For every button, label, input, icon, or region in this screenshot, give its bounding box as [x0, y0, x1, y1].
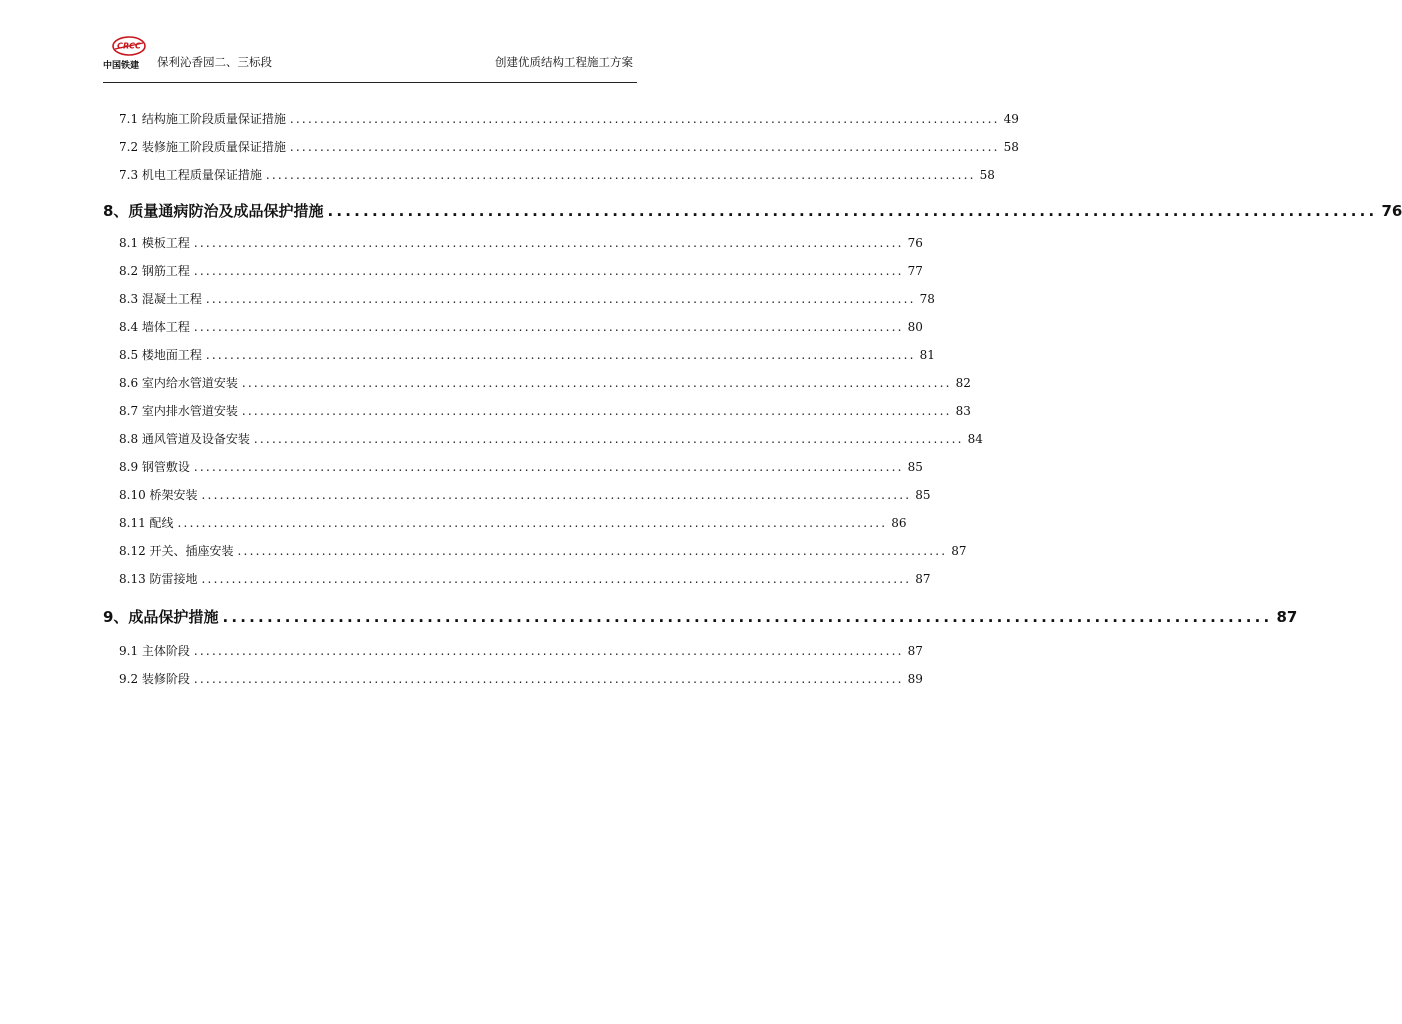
toc-leader-dots: ...................................................................................................................... — [205, 348, 916, 362]
toc-entry-label: 8.6 室内给水管道安装 — [119, 376, 238, 390]
toc-entry[interactable] — [119, 346, 935, 364]
toc-entry[interactable] — [119, 642, 923, 660]
toc-entry[interactable] — [119, 138, 1019, 156]
toc-entry[interactable] — [119, 234, 923, 252]
project-name: 保利沁香园二、三标段 — [157, 55, 272, 69]
page-header — [103, 36, 637, 83]
toc-page-number: 76 — [907, 236, 923, 250]
toc-entry-label: 8.13 防雷接地 — [119, 572, 198, 586]
toc-leader-dots: ...................................................................................................................... — [193, 236, 904, 250]
crcc-logo-icon — [111, 36, 147, 56]
toc-entry-label: 8.11 配线 — [119, 516, 174, 530]
toc-page-number: 58 — [1003, 140, 1019, 154]
toc-leader-dots: ...................................................................................................................... — [265, 168, 976, 182]
toc-page-number: 85 — [907, 460, 923, 474]
toc-leader-dots: ...................................................................................................................... — [205, 292, 916, 306]
toc-section-entry[interactable] — [103, 200, 1402, 222]
toc-entry-label: 9.1 主体阶段 — [119, 644, 190, 658]
company-logo — [103, 36, 153, 70]
logo-mark-text: CRCC — [117, 41, 141, 51]
toc-entry[interactable] — [119, 514, 907, 532]
logo-text: 中国铁建 — [103, 61, 140, 71]
toc-page-number: 84 — [967, 432, 983, 446]
toc-entry-label: 7.1 结构施工阶段质量保证措施 — [119, 112, 286, 126]
toc-entry[interactable] — [119, 486, 931, 504]
toc-page-number: 85 — [915, 488, 931, 502]
toc-entry-label: 9.2 装修阶段 — [119, 672, 190, 686]
toc-leader-dots: ...................................................................................................................... — [289, 140, 1000, 154]
toc-leader-dots: ...................................................................................................................... — [193, 264, 904, 278]
toc-entry[interactable] — [119, 262, 923, 280]
toc-leader-dots: ...................................................................................................................... — [193, 672, 904, 686]
toc-entry-label: 8.8 通风管道及设备安装 — [119, 432, 250, 446]
toc-leader-dots: ...................................................................................................................... — [193, 644, 904, 658]
toc-leader-dots: ...................................................................................................................... — [193, 320, 904, 334]
toc-entry[interactable] — [119, 570, 931, 588]
toc-entry-label: 8.2 钢筋工程 — [119, 264, 190, 278]
toc-entry[interactable] — [119, 374, 971, 392]
toc-page-number: 86 — [891, 516, 907, 530]
toc-page-number: 81 — [919, 348, 935, 362]
toc-section-entry[interactable] — [103, 606, 1298, 628]
toc-entry[interactable] — [119, 670, 923, 688]
toc-page-number: 87 — [915, 572, 931, 586]
toc-entry-label: 8.12 开关、插座安装 — [119, 544, 234, 558]
toc-entry-label: 7.2 装修施工阶段质量保证措施 — [119, 140, 286, 154]
toc-page-number: 87 — [907, 644, 923, 658]
toc-page-number: 77 — [907, 264, 923, 278]
document-title: 创建优质结构工程施工方案 — [495, 55, 633, 69]
toc-leader-dots: ...................................................................................................................... — [222, 608, 1273, 626]
toc-page-number: 58 — [979, 168, 995, 182]
toc-entry-label: 7.3 机电工程质量保证措施 — [119, 168, 262, 182]
toc-entry-label: 8.7 室内排水管道安装 — [119, 404, 238, 418]
toc-entry-label: 8.3 混凝土工程 — [119, 292, 202, 306]
toc-entry[interactable] — [119, 458, 923, 476]
toc-leader-dots: ...................................................................................................................... — [201, 488, 912, 502]
toc-entry[interactable] — [119, 290, 935, 308]
toc-entry-label: 8.10 桥架安装 — [119, 488, 198, 502]
toc-page-number: 83 — [955, 404, 971, 418]
toc-entry-label: 9、成品保护措施 — [103, 608, 219, 626]
toc-entry[interactable] — [119, 110, 1019, 128]
toc-leader-dots: ...................................................................................................................... — [193, 460, 904, 474]
toc-entry-label: 8、质量通病防治及成品保护措施 — [103, 202, 324, 220]
toc-entry[interactable] — [119, 430, 983, 448]
toc-leader-dots: ...................................................................................................................... — [241, 404, 952, 418]
toc-page-number: 87 — [951, 544, 967, 558]
toc-leader-dots: ...................................................................................................................... — [241, 376, 952, 390]
toc-page-number: 87 — [1276, 608, 1298, 626]
toc-entry[interactable] — [119, 318, 923, 336]
toc-page-number: 76 — [1381, 202, 1402, 220]
toc-entry-label: 8.9 钢管敷设 — [119, 460, 190, 474]
toc-entry[interactable] — [119, 166, 995, 184]
toc-entry[interactable] — [119, 542, 967, 560]
toc-leader-dots: ...................................................................................................................... — [201, 572, 912, 586]
toc-page-number: 82 — [955, 376, 971, 390]
toc-leader-dots: ...................................................................................................................... — [177, 516, 888, 530]
toc-page-number: 78 — [919, 292, 935, 306]
toc-entry-label: 8.4 墙体工程 — [119, 320, 190, 334]
toc-page-number: 89 — [907, 672, 923, 686]
toc-entry[interactable] — [119, 402, 971, 420]
toc-page-number: 80 — [907, 320, 923, 334]
toc-page-number: 49 — [1003, 112, 1019, 126]
toc-leader-dots: ...................................................................................................................... — [289, 112, 1000, 126]
toc-leader-dots: ...................................................................................................................... — [253, 432, 964, 446]
toc-entry-label: 8.5 楼地面工程 — [119, 348, 202, 362]
toc-leader-dots: ...................................................................................................................... — [237, 544, 948, 558]
toc-entry-label: 8.1 模板工程 — [119, 236, 190, 250]
toc-leader-dots: ...................................................................................................................... — [327, 202, 1378, 220]
